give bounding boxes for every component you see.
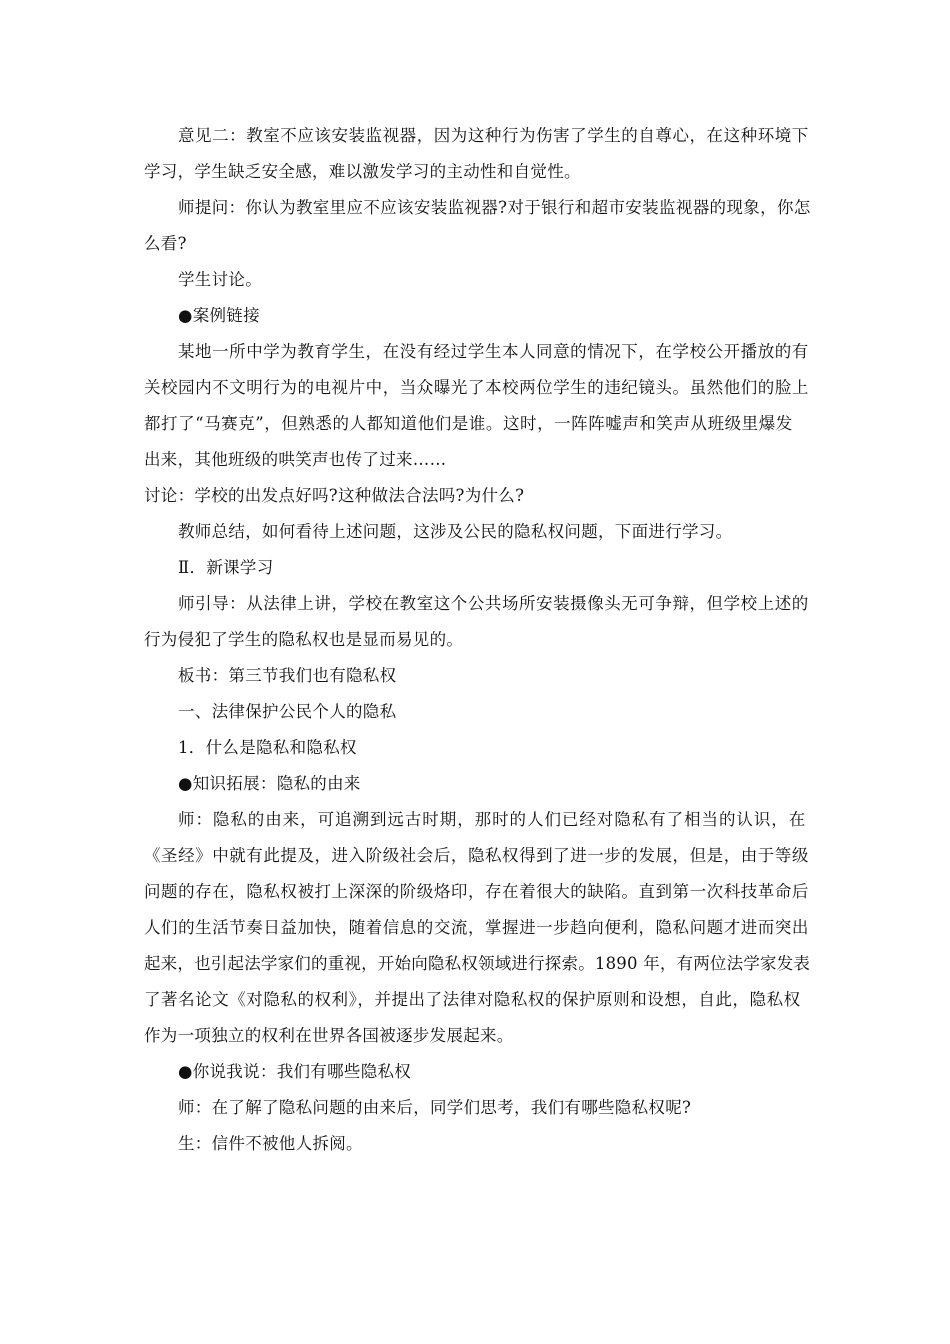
paragraph-line: 师：在了解了隐私问题的由来后，同学们思考，我们有哪些隐私权呢? — [178, 1098, 692, 1117]
paragraph-line: 行为侵犯了学生的隐私权也是显而易见的。 — [144, 630, 464, 649]
document-body — [144, 118, 812, 1162]
paragraph-line: 师提问：你认为教室里应不应该安装监视器?对于银行和超市安装监视器的现象，你怎 — [178, 198, 811, 217]
section-heading: ●知识拓展：隐私的由来 — [178, 774, 361, 793]
section-heading: ●案例链接 — [178, 306, 260, 325]
paragraph-line: 了著名论文《对隐私的权利》，并提出了法律对隐私权的保护原则和设想，自此，隐私权 — [144, 990, 801, 1009]
paragraph-line: 都打了“马赛克”，但熟悉的人都知道他们是谁。这时，一阵阵嘘声和笑声从班级里爆发 — [144, 414, 793, 433]
paragraph-line: 出来，其他班级的哄笑声也传了过来…… — [144, 450, 447, 469]
section-heading: 一、法律保护公民个人的隐私 — [178, 702, 397, 721]
paragraph-line: 学习，学生缺乏安全感，难以激发学习的主动性和自觉性。 — [144, 162, 581, 181]
paragraph-line: 师：隐私的由来，可追溯到远古时期，那时的人们已经对隐私有了相当的认识，在 — [178, 810, 807, 829]
paragraph-line: 学生讨论。 — [178, 270, 262, 289]
paragraph-line: 讨论：学校的出发点好吗?这种做法合法吗?为什么? — [144, 486, 525, 505]
paragraph-line: 么看? — [144, 234, 187, 253]
paragraph-line: 人们的生活节奏日益加快，随着信息的交流，掌握进一步趋向便利，隐私问题才进而突出 — [144, 918, 809, 937]
paragraph-line: 师引导：从法律上讲，学校在教室这个公共场所安装摄像头无可争辩，但学校上述的 — [178, 594, 809, 613]
section-heading: ●你说我说：我们有哪些隐私权 — [178, 1062, 412, 1081]
paragraph-line: 《圣经》中就有此提及，进入阶级社会后，隐私权得到了进一步的发展，但是，由于等级 — [144, 846, 809, 865]
paragraph-line: 作为一项独立的权利在世界各国被逐步发展起来。 — [144, 1026, 514, 1045]
section-heading: 1．什么是隐私和隐私权 — [178, 738, 357, 757]
section-heading: Ⅱ．新课学习 — [178, 558, 274, 577]
paragraph-line: 某地一所中学为教育学生，在没有经过学生本人同意的情况下，在学校公开播放的有 — [178, 342, 809, 361]
paragraph-line: 问题的存在，隐私权被打上深深的阶级烙印，存在着很大的缺陷。直到第一次科技革命后 — [144, 882, 809, 901]
paragraph-line: 生：信件不被他人拆阅。 — [178, 1134, 363, 1153]
paragraph-line: 关校园内不文明行为的电视片中，当众曝光了本校两位学生的违纪镜头。虽然他们的脸上 — [144, 378, 809, 397]
paragraph-line: 板书：第三节我们也有隐私权 — [178, 666, 397, 685]
paragraph-line: 起来，也引起法学家们的重视，开始向隐私权领域进行探索。1890 年，有两位法学家发表 — [144, 954, 811, 973]
paragraph-line: 教师总结，如何看待上述问题，这涉及公民的隐私权问题，下面进行学习。 — [178, 522, 733, 541]
paragraph-line: 意见二：教室不应该安装监视器，因为这种行为伤害了学生的自尊心，在这种环境下 — [178, 126, 809, 145]
